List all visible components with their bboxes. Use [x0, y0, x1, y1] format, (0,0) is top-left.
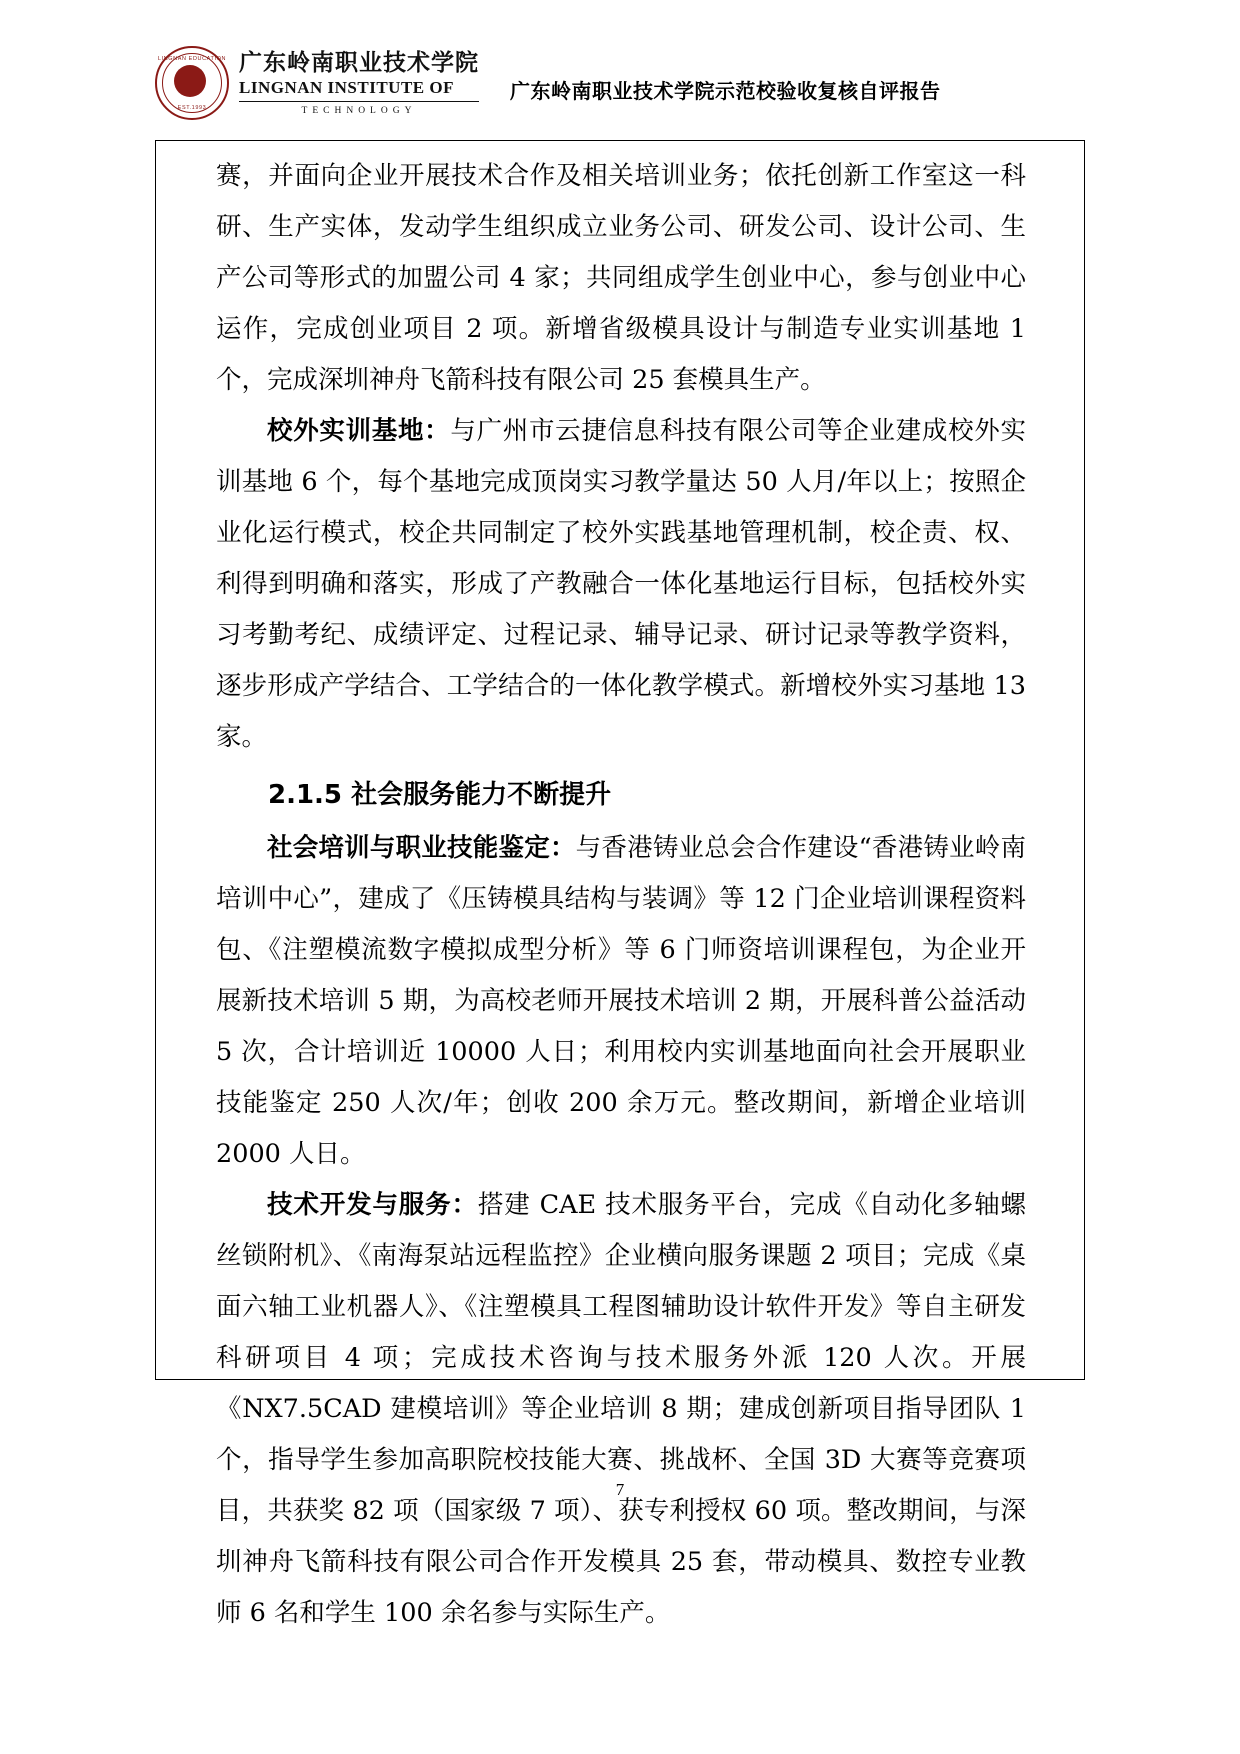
page-header — [155, 46, 1095, 138]
report-header-title: 广东岭南职业技术学院示范校验收复核自评报告 — [510, 79, 941, 103]
logo-name-en-line1: LINGNAN INSTITUTE OF — [239, 77, 454, 97]
logo-text-block — [239, 50, 479, 117]
paragraph-tech-development: 技术开发与服务：搭建 CAE 技术服务平台，完成《自动化多轴螺丝锁附机》、《南海泵站远程监控》企业横向服务课题 2 项目；完成《桌面六轴工业机器人》、《注塑模具工程图辅助设计软件开发》等自主研发科研项目 4 项；完成技术咨询与技术服务外派 120 人次。开展《NX7.5CAD 建模培训》等企业培训 8 期；建成创新项目指导团队 1 个，指导学生参加高职院校技能大赛、挑战杯、全国 3D 大赛等竞赛项目，共获奖 82 项（国家级 7 项）、获专利授权 60 项。整改期间，与深圳神舟飞箭科技有限公司合作开发模具 25 套，带动模具、数控专业教师 6 名和学生 100 余名参与实际生产。 — [216, 1190, 1026, 1628]
seal-core — [174, 65, 206, 97]
paragraph-social-training: 社会培训与职业技能鉴定：与香港铸业总会合作建设“香港铸业岭南培训中心”，建成了《压铸模具结构与装调》等 12 门企业培训课程资料包、《注塑模流数字模拟成型分析》等 6 门师资培训课程包，为企业开展新技术培训 5 期，为高校老师开展技术培训 2 期，开展科普公益活动 5 次，合计培训近 10000 人日；利用校内实训基地面向社会开展职业技能鉴定 250 人次/年；创收 200 余万元。整改期间，新增企业培训 2000 人日。 — [216, 833, 1026, 1169]
content-frame — [155, 140, 1085, 1628]
seal-top-text: LINGNAN EDUCATION — [157, 56, 227, 62]
section-heading-2-1-5: 2.1.5 社会服务能力不断提升 — [268, 780, 612, 810]
logo-name-en-line2: TECHNOLOGY — [239, 101, 479, 117]
institution-logo — [155, 46, 479, 120]
page-number: 7 — [615, 1480, 625, 1499]
document-body — [216, 151, 1026, 1639]
school-seal-icon — [155, 46, 229, 120]
seal-bottom-text: EST.1993 — [177, 105, 207, 111]
logo-name-cn: 广东岭南职业技术学院 — [239, 49, 479, 76]
paragraph-lead-label: 社会培训与职业技能鉴定： — [267, 833, 576, 863]
paragraph-continuation: 赛，并面向企业开展技术合作及相关培训业务；依托创新工作室这一科研、生产实体，发动学生组织成立业务公司、研发公司、设计公司、生产公司等形式的加盟公司 4 家；共同组成学生创业中心，参与创业中心运作，完成创业项目 2 项。新增省级模具设计与制造专业实训基地 1 个，完成深圳神舟飞箭科技有限公司 25 套模具生产。 — [216, 161, 1026, 395]
paragraph-lead-label: 校外实训基地： — [267, 416, 451, 446]
paragraph-off-campus-base: 校外实训基地：与广州市云捷信息科技有限公司等企业建成校外实训基地 6 个，每个基地完成顶岗实习教学量达 50 人月/年以上；按照企业化运行模式，校企共同制定了校外实践基地管理机制，校企责、权、利得到明确和落实，形成了产教融合一体化基地运行目标，包括校外实习考勤考纪、成绩评定、过程记录、辅导记录、研讨记录等教学资料，逐步形成产学结合、工学结合的一体化教学模式。新增校外实习基地 13 家。 — [216, 416, 1026, 752]
paragraph-lead-label: 技术开发与服务： — [267, 1190, 478, 1220]
